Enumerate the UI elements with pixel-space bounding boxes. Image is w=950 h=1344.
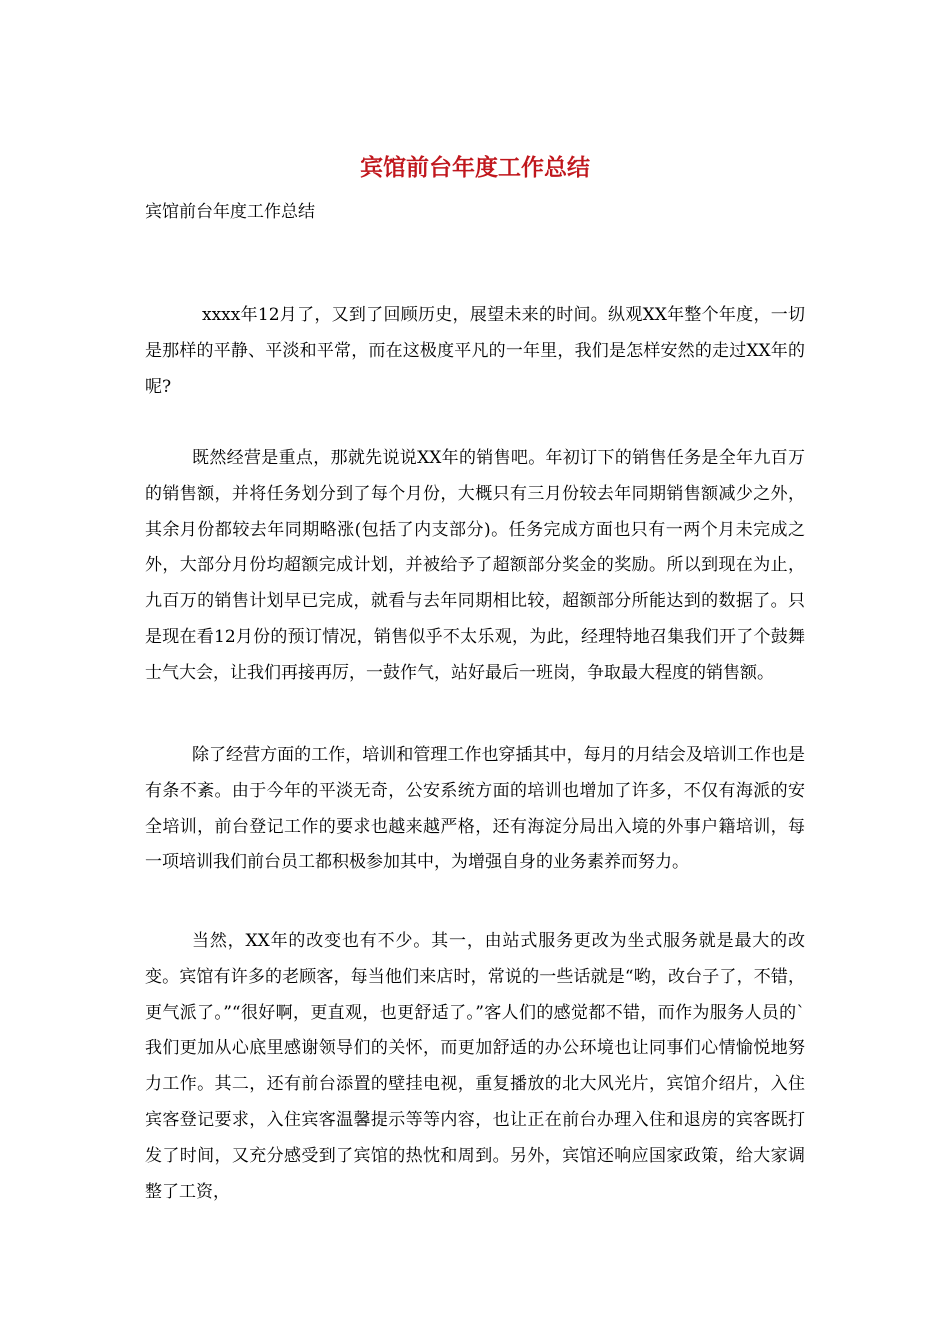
paragraph-sales: 既然经营是重点，那就先说说XX年的销售吧。年初订下的销售任务是全年九百万的销售额，并将任务划分到了每个月份，大概只有三月份较去年同期销售额减少之外，其余月份都较去年同期略涨(包括了内支部分)。任务完成方面也只有一两个月未完成之外，大部分月份均超额完成计划，并被给予了超额部分奖金的奖励。所以到现在为止，九百万的销售计划早已完成，就看与去年同期相比较，超额部分所能达到的数据了。只是现在看12月份的预订情况，销售似乎不太乐观，为此，经理特地召集我们开了个鼓舞士气大会，让我们再接再厉，一鼓作气，站好最后一班岗，争取最大程度的销售额。 [145, 448, 805, 683]
document-title: 宾馆前台年度工作总结 [360, 154, 590, 181]
document-subtitle: 宾馆前台年度工作总结 [145, 202, 315, 222]
paragraph-changes: 当然，XX年的改变也有不少。其一，由站式服务更改为坐式服务就是最大的改变。宾馆有许多的老顾客，每当他们来店时，常说的一些话就是“哟，改台子了，不错，更气派了。”“很好啊，更直观，也更舒适了。”客人们的感觉都不错，而作为服务人员的`我们更加从心底里感谢领导们的关怀，而更加舒适的办公环境也让同事们心情愉悦地努力工作。其二，还有前台添置的壁挂电视，重复播放的北大风光片，宾馆介绍片，入住宾客登记要求，入住宾客温馨提示等等内容，也让正在前台办理入住和退房的宾客既打发了时间，又充分感受到了宾馆的热忱和周到。另外，宾馆还响应国家政策，给大家调整了工资， [145, 931, 805, 1202]
paragraph-intro: xxxx年12月了，又到了回顾历史，展望未来的时间。纵观XX年整个年度，一切是那样的平静、平淡和平常，而在这极度平凡的一年里，我们是怎样安然的走过XX年的呢? [145, 305, 805, 397]
paragraph-training: 除了经营方面的工作，培训和管理工作也穿插其中，每月的月结会及培训工作也是有条不紊。由于今年的平淡无奇，公安系统方面的培训也增加了许多，不仅有海派的安全培训，前台登记工作的要求也越来越严格，还有海淀分局出入境的外事户籍培训，每一项培训我们前台员工都积极参加其中，为增强自身的业务素养而努力。 [145, 745, 805, 873]
